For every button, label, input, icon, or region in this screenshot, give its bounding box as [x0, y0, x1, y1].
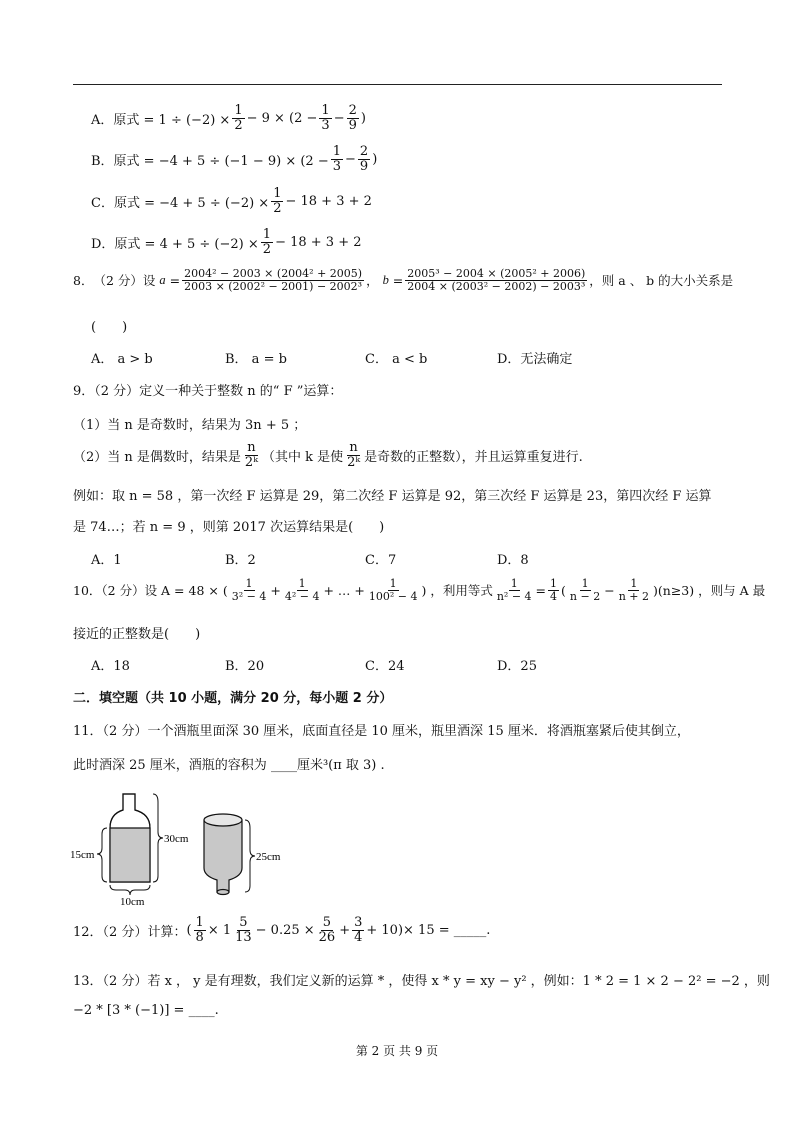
- q9-option-d: D．8: [497, 553, 529, 568]
- page-footer: 第 2 页 共 9 页: [355, 1044, 439, 1058]
- q10-option-d: D．25: [497, 659, 537, 674]
- q8-option-d: D．无法确定: [497, 352, 573, 367]
- q10-option-a: A．18: [91, 659, 130, 674]
- q9-line4: 例如：取 n = 58 ，第一次经 F 运算是 29，第二次经 F 运算是 92，第三次经 F 运算是 23，第四次经 F 运算: [73, 489, 712, 504]
- q9-option-a: A．1: [91, 553, 122, 568]
- q7-option-c: C．原式 = −4 + 5 ÷ (−2) × $\frac{1}{2}$ − 18 + 3 + 2: [91, 186, 372, 216]
- q7-option-b: B．原式 = −4 + 5 ÷ (−1 − 9) × (2 − $\frac{1}{3}$ − $\frac{2}{9}$ ): [91, 144, 378, 174]
- section-title: 二．填空题（共 10 小题，满分 20 分，每小题 2 分）: [73, 691, 393, 706]
- q9-option-b: B．2: [225, 553, 256, 568]
- q8-paren: ( ): [91, 320, 128, 335]
- q10-line2: 接近的正整数是( ): [73, 627, 201, 642]
- q8-option-a: A． a > b: [91, 352, 153, 367]
- q10-option-b: B．20: [225, 659, 265, 674]
- inverted-bottle: [204, 814, 242, 895]
- q8-option-c: C． a < b: [365, 352, 428, 367]
- label-25cm: 25cm: [256, 851, 281, 863]
- q9-option-c: C．7: [365, 553, 397, 568]
- q8-option-b: B． a = b: [225, 352, 287, 367]
- q8-stem: 8． （2 分）设 a = $\frac{\text{2004² − 2003 × (2004² + 2005)}}{\text{2003 × (2002² − 2001) − 2002³}}$ ， b = $\frac{\text{2005³ − 2004 × (2005² + 2006)}}{\text{2004 × (2003² − 2002) − 2003³}}$ ，则 a 、 b 的大小关系是: [73, 267, 734, 293]
- upright-bottle: [110, 794, 150, 882]
- q9-line2: （1）当 n 是奇数时，结果为 3n + 5 ；: [73, 418, 307, 433]
- q10-stem: 10．（2 分）设 A = 48 × ( $\frac{1}{\text{3² − 4}}$ + $\frac{1}{\text{4² − 4}}$ + … + $\frac{1}{\text{100² − 4}}$ ) ，利用等式 $\frac{1}{\text{n² − 4}}$ = $\frac{1}{4}$ ( $\frac{1}{n - 2}$ − $\frac{1}{n + 2}$ ) (n≥3) ，则与 A 最: [73, 577, 766, 603]
- q11-line1: 11．（2 分）一个酒瓶里面深 30 厘米，底面直径是 10 厘米，瓶里酒深 15 厘米．将酒瓶塞紧后使其倒立，: [73, 724, 690, 739]
- q9-line5: 是 74…；若 n = 9 ，则第 2017 次运算结果是( ): [73, 520, 385, 535]
- q11-line2: 此时酒深 25 厘米，酒瓶的容积为 ____厘米³(π 取 3) .: [73, 758, 385, 773]
- q7-option-a: A．原式 = 1 ÷ (−2) × $\frac{1}{2}$ − 9 × (2 − $\frac{1}{3}$ − $\frac{2}{9}$ ): [91, 103, 366, 133]
- q13-line1: 13．（2 分）若 x ， y 是有理数，我们定义新的运算 * ，使得 x * y = xy − y² ，例如：1 * 2 = 1 × 2 − 2² = −2 ，则: [73, 974, 770, 989]
- q10-option-c: C．24: [365, 659, 405, 674]
- q12-stem: 12．（2 分）计算： ( $\frac{1}{8}$ × 1 $\frac{5}{13}$ − 0.25 × $\frac{5}{26}$ + $\frac{3}{4}$ + 10) × 15 = _____.: [73, 915, 491, 945]
- label-30cm: 30cm: [164, 833, 189, 845]
- label-15cm: 15cm: [70, 849, 95, 861]
- q13-line2: −2 * [3 * (−1)] = ____.: [73, 1003, 219, 1018]
- q7-option-d: D．原式 = 4 + 5 ÷ (−2) × $\frac{1}{2}$ − 18 + 3 + 2: [91, 227, 362, 257]
- bottle-figure: [70, 792, 310, 907]
- q9-line1: 9．（2 分）定义一种关于整数 n 的“ F ”运算：: [73, 384, 343, 399]
- header-rule: [73, 84, 722, 85]
- label-10cm: 10cm: [120, 896, 145, 907]
- q9-line3: （2）当 n 是偶数时，结果是 $\frac{n}{\text{2ᵏ}}$ （其中 k 是使 $\frac{n}{\text{2ᵏ}}$ 是奇数的正整数），并且运算重复进行.: [73, 440, 583, 470]
